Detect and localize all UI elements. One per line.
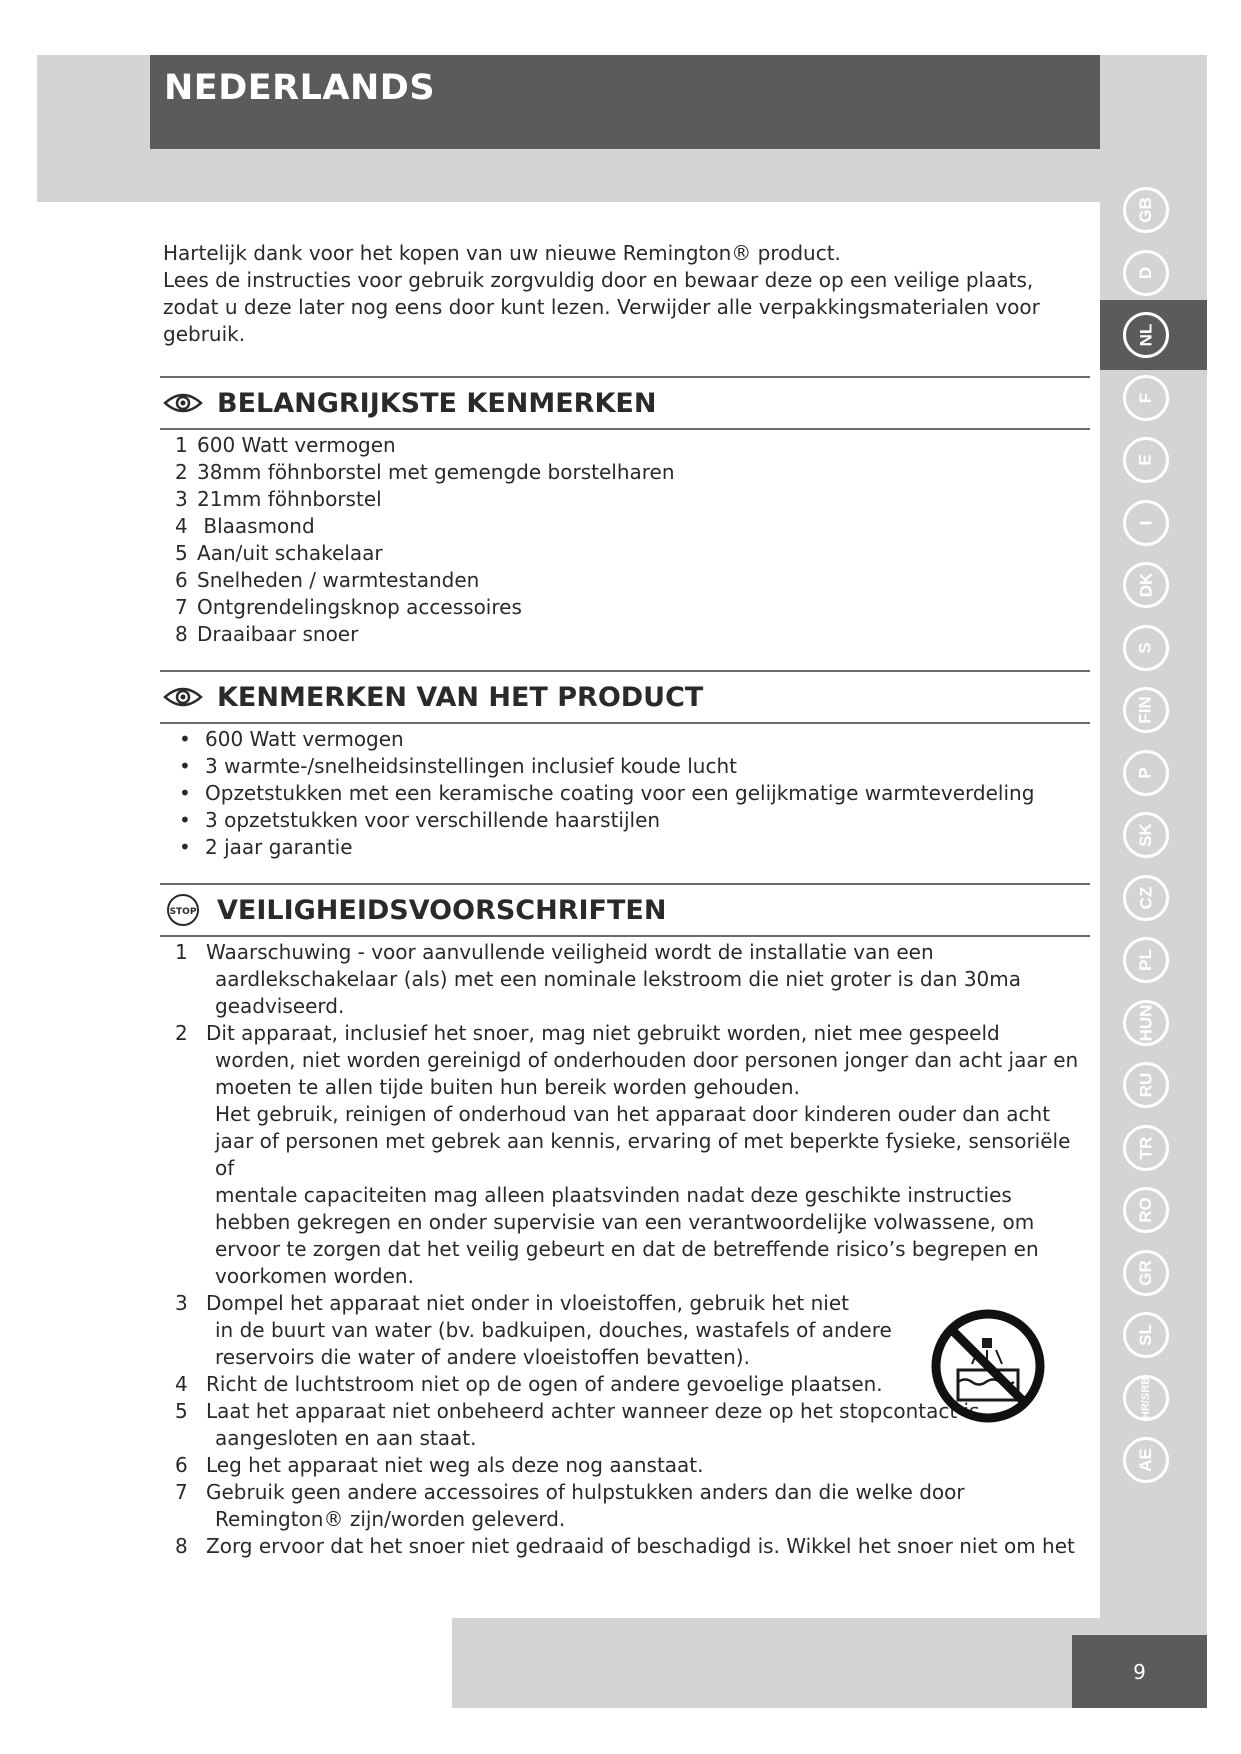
item-number: 4: [175, 514, 188, 538]
product-features-list: [171, 726, 1093, 861]
item-number: 1: [175, 940, 188, 964]
item-number: 7: [175, 595, 188, 619]
item-number: 4: [175, 1372, 188, 1396]
item-line: Gebruik geen andere accessoires of hulpstukken anders dan die welke door: [206, 1480, 965, 1504]
item-line: Leg het apparaat niet weg als deze nog aanstaat.: [206, 1453, 704, 1477]
list-item: [175, 621, 1093, 648]
section-heading: [163, 378, 1093, 428]
bullet: •: [179, 781, 191, 805]
intro: [163, 240, 1093, 348]
tab-label: HUN: [1136, 1004, 1155, 1041]
tab-label: PL: [1135, 949, 1155, 971]
language-tab-dk[interactable]: [1116, 555, 1176, 615]
tab-circle: [1123, 937, 1169, 983]
page-number: 9: [1072, 1635, 1207, 1708]
item-text: [197, 1452, 1093, 1479]
item-number: 6: [175, 1453, 188, 1477]
language-tab-pl[interactable]: [1116, 930, 1176, 990]
list-item: [171, 780, 1093, 807]
tab-label: F: [1135, 392, 1155, 403]
language-tab-fin[interactable]: [1116, 680, 1176, 740]
item-text: 3 warmte-/snelheidsinstellingen inclusief koude lucht: [205, 754, 737, 778]
item-number: 1: [175, 433, 188, 457]
item-number: 3: [175, 1291, 188, 1315]
item-number: 8: [175, 1534, 188, 1558]
item-line: jaar of personen met gebrek aan kennis, ervaring of met beperkte fysieke, sensoriële of: [215, 1129, 1071, 1180]
item-line: Laat het apparaat niet onbeheerd achter wanneer deze op het stopcontact is: [206, 1399, 980, 1423]
tab-circle: [1123, 1375, 1169, 1421]
section-heading: [163, 672, 1093, 722]
tab-label: S: [1136, 641, 1155, 654]
item-number: 6: [175, 568, 188, 592]
tab-circle: [1123, 687, 1169, 733]
tab-label: P: [1136, 766, 1155, 779]
list-item: [175, 540, 1093, 567]
tab-label: SL: [1135, 1324, 1155, 1346]
item-text: Opzetstukken met een keramische coating voor een gelijkmatige warmteverdeling: [205, 781, 1035, 805]
bullet: •: [179, 754, 191, 778]
item-line: Dit apparaat, inclusief het snoer, mag niet gebruikt worden, niet mee gespeeld: [206, 1021, 1000, 1045]
intro-line: Hartelijk dank voor het kopen van uw nieuwe Remington® product.: [163, 241, 841, 265]
item-line: Het gebruik, reinigen of onderhoud van het apparaat door kinderen ouder dan acht: [215, 1102, 1051, 1126]
language-tab-sl[interactable]: [1116, 1305, 1176, 1365]
tab-label: NL: [1135, 323, 1155, 347]
list-item: [171, 726, 1093, 753]
page-title: NEDERLANDS: [164, 68, 436, 108]
language-tab-gr[interactable]: [1116, 1243, 1176, 1303]
item-line: reservoirs die water of andere vloeistoffen bevatten).: [215, 1345, 750, 1369]
item-line: Dompel het apparaat niet onder in vloeistoffen, gebruik het niet: [206, 1291, 849, 1315]
tab-circle: [1123, 437, 1169, 483]
language-tab-hr-srb[interactable]: [1116, 1368, 1176, 1428]
intro-line: zodat u deze later nog eens door kunt lezen. Verwijder alle verpakkingsmaterialen voor: [163, 295, 1040, 319]
item-text: 600 Watt vermogen: [205, 727, 404, 751]
item-number: 2: [175, 460, 188, 484]
list-item: [175, 1533, 1093, 1560]
tab-circle: [1123, 1312, 1169, 1358]
tab-label: RU: [1136, 1072, 1155, 1098]
list-item: [175, 459, 1093, 486]
tab-circle: [1123, 187, 1169, 233]
list-item: [175, 486, 1093, 513]
item-line: in de buurt van water (bv. badkuipen, douches, wastafels of andere: [215, 1318, 892, 1342]
item-text: [197, 1020, 1093, 1290]
tab-circle: [1123, 500, 1169, 546]
item-text: 3 opzetstukken voor verschillende haarstijlen: [205, 808, 661, 832]
list-item: [175, 1452, 1093, 1479]
tab-label: GB: [1136, 197, 1155, 223]
no-water-bath-icon: [930, 1308, 1046, 1424]
language-tab-i[interactable]: [1116, 493, 1176, 553]
item-number: 5: [175, 1399, 188, 1423]
tab-circle: [1123, 375, 1169, 421]
title-bar: [150, 55, 1100, 149]
list-item: [175, 939, 1093, 1020]
language-tab-p[interactable]: [1116, 743, 1176, 803]
tab-circle: [1123, 625, 1169, 671]
item-text: [197, 1533, 1093, 1560]
item-text: [197, 939, 1093, 1020]
tab-circle: [1123, 1187, 1169, 1233]
language-tab-f[interactable]: [1116, 368, 1176, 428]
tab-circle: [1123, 812, 1169, 858]
item-text: Aan/uit schakelaar: [197, 541, 383, 565]
item-text: Ontgrendelingsknop accessoires: [197, 595, 522, 619]
language-tab-gb[interactable]: [1116, 180, 1176, 240]
list-item: [171, 834, 1093, 861]
bullet: •: [179, 808, 191, 832]
stop-icon: [163, 897, 203, 923]
item-line: aangesloten en aan staat.: [215, 1426, 477, 1450]
section-heading: [163, 885, 1093, 935]
list-item: [175, 1479, 1093, 1533]
list-item: [171, 807, 1093, 834]
language-tab-d[interactable]: [1116, 243, 1176, 303]
item-line: Richt de luchtstroom niet op de ogen of andere gevoelige plaatsen.: [206, 1372, 883, 1396]
item-text: Blaasmond: [197, 514, 315, 538]
language-tab-e[interactable]: [1116, 430, 1176, 490]
item-line: moeten te allen tijde buiten hun bereik worden gehouden.: [215, 1075, 800, 1099]
list-item: [175, 1020, 1093, 1290]
tab-label: D: [1136, 266, 1155, 279]
tab-circle: [1123, 1000, 1169, 1046]
item-number: 8: [175, 622, 188, 646]
item-line: mentale capaciteiten mag alleen plaatsvinden nadat deze geschikte instructies: [215, 1183, 1012, 1207]
language-tab-nl[interactable]: [1116, 305, 1176, 365]
section-title: BELANGRIJKSTE KENMERKEN: [217, 387, 657, 419]
tab-label: TR: [1135, 1136, 1155, 1159]
item-text: Draaibaar snoer: [197, 622, 359, 646]
tab-label: CZ: [1135, 886, 1155, 909]
tab-circle: [1123, 1250, 1169, 1296]
safety-list: [175, 939, 1093, 1560]
section-title: KENMERKEN VAN HET PRODUCT: [217, 681, 704, 713]
language-tab-cz[interactable]: [1116, 868, 1176, 928]
divider: [160, 722, 1090, 724]
language-tab-ro[interactable]: [1116, 1180, 1176, 1240]
list-item: [175, 567, 1093, 594]
list-item: [175, 432, 1093, 459]
item-number: 2: [175, 1021, 188, 1045]
item-text: Snelheden / warmtestanden: [197, 568, 480, 592]
item-text: 21mm föhnborstel: [197, 487, 382, 511]
language-tab-tr[interactable]: [1116, 1118, 1176, 1178]
tab-circle: [1123, 250, 1169, 296]
language-tab-ru[interactable]: [1116, 1055, 1176, 1115]
svg-text:STOP: STOP: [169, 907, 197, 917]
tab-circle: [1123, 750, 1169, 796]
features-list: [175, 432, 1093, 648]
tab-circle: [1123, 562, 1169, 608]
tab-label: AE: [1136, 1448, 1155, 1472]
item-line: voorkomen worden.: [215, 1264, 414, 1288]
item-text: 2 jaar garantie: [205, 835, 353, 859]
item-line: Zorg ervoor dat het snoer niet gedraaid of beschadigd is. Wikkel het snoer niet om het: [206, 1534, 1075, 1558]
item-number: 3: [175, 487, 188, 511]
tab-label: GR: [1136, 1259, 1155, 1286]
divider: [160, 935, 1090, 937]
bullet: •: [179, 727, 191, 751]
list-item: [175, 513, 1093, 540]
tab-label: HR/SRB: [1140, 1376, 1153, 1419]
intro-line: gebruik.: [163, 322, 246, 346]
item-line: ervoor te zorgen dat het veilig gebeurt en dat de betreffende risico’s begrepen en: [215, 1237, 1039, 1261]
tab-circle: [1123, 1125, 1169, 1171]
tab-label: FIN: [1135, 696, 1155, 724]
item-line: aardlekschakelaar (als) met een nominale lekstroom die niet groter is dan 30ma: [215, 967, 1022, 991]
bullet: •: [179, 835, 191, 859]
item-line: hebben gekregen en onder supervisie van een verantwoordelijke volwassene, om: [215, 1210, 1035, 1234]
list-item: [175, 594, 1093, 621]
item-number: 7: [175, 1480, 188, 1504]
item-line: worden, niet worden gereinigd of onderhouden door personen jonger dan acht jaar en: [215, 1048, 1079, 1072]
item-line: Waarschuwing - voor aanvullende veiligheid wordt de installatie van een: [206, 940, 934, 964]
tab-circle: [1123, 1062, 1169, 1108]
language-tab-s[interactable]: [1116, 618, 1176, 678]
item-number: 5: [175, 541, 188, 565]
item-line: geadviseerd.: [215, 994, 345, 1018]
language-tab-ae[interactable]: [1116, 1430, 1176, 1490]
language-tab-sk[interactable]: [1116, 805, 1176, 865]
tab-label: I: [1135, 520, 1155, 525]
eye-icon: [163, 390, 203, 416]
item-text: 600 Watt vermogen: [197, 433, 396, 457]
language-tab-hun[interactable]: [1116, 993, 1176, 1053]
item-line: Remington® zijn/worden geleverd.: [215, 1507, 566, 1531]
tab-circle: [1123, 312, 1169, 358]
section-title: VEILIGHEIDSVOORSCHRIFTEN: [217, 894, 667, 926]
intro-line: Lees de instructies voor gebruik zorgvuldig door en bewaar deze op een veilige plaats,: [163, 268, 1034, 292]
tab-label: E: [1136, 454, 1155, 466]
list-item: [171, 753, 1093, 780]
tab-circle: [1123, 875, 1169, 921]
item-text: 38mm föhnborstel met gemengde borstelharen: [197, 460, 675, 484]
tab-circle: [1123, 1437, 1169, 1483]
item-text: [197, 1479, 1093, 1533]
tab-label: DK: [1136, 572, 1155, 598]
tab-label: SK: [1136, 823, 1155, 847]
divider: [160, 428, 1090, 430]
tab-label: RO: [1136, 1197, 1155, 1223]
eye-icon: [163, 684, 203, 710]
